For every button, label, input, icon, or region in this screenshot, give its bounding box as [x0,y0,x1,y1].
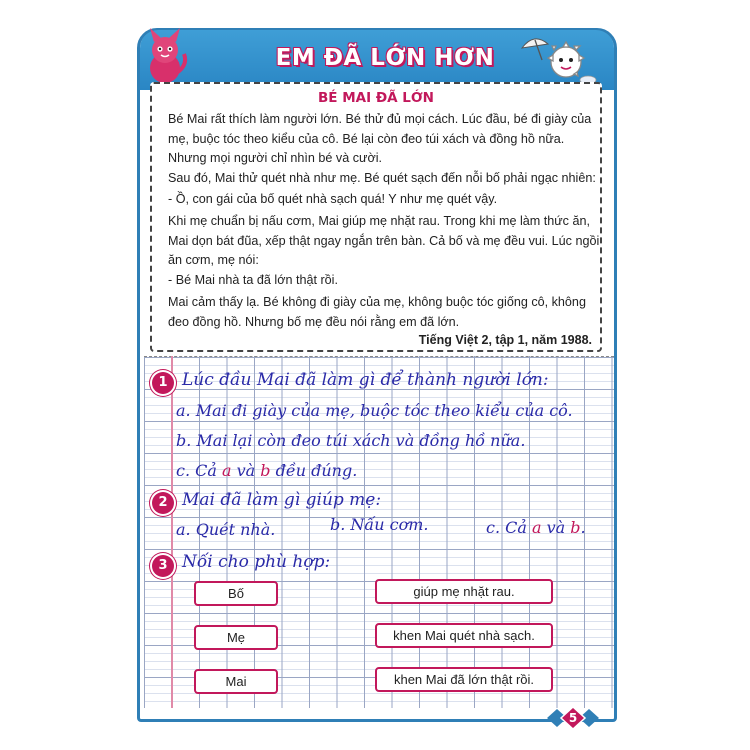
cat-mascot-icon [140,24,190,86]
match-left-box[interactable]: Mai [194,669,278,694]
match-right-box[interactable]: khen Mai đã lớn thật rồi. [375,667,553,692]
paragraph-4: Khi mẹ chuẩn bị nấu cơm, Mai giúp mẹ nhặt rau. Trong khi mẹ làm thức ăn, Mai dọn bát đũa, xếp thật ngay ngắn trên bàn. Cả bố và mẹ đều vui. Lúc ngồi ăn cơm, mẹ nói: [168,214,600,267]
question-3-text: Nối cho phù hợp: [182,552,331,572]
question-1-badge: 1 [152,372,174,394]
match-left-box[interactable]: Mẹ [194,625,278,650]
option-c-mid: và [231,461,261,480]
page-title: EM ĐÃ LỚN HƠN [275,45,495,71]
match-left-box[interactable]: Bố [194,581,278,606]
match-right-box[interactable]: giúp mẹ nhặt rau. [375,579,553,604]
option-c-ref-b: b [260,461,271,480]
q2-option-c-ref-b: b [570,518,581,537]
question-2-option-c[interactable] [486,518,586,537]
question-1-option-c[interactable] [176,461,357,480]
question-3-badge: 3 [152,555,174,577]
q2-option-c-prefix: c. Cả [486,518,532,537]
q2-option-c-suffix: . [580,518,586,537]
q2-option-c-mid: và [541,518,571,537]
page-number: 5 [568,711,578,725]
source-citation: Tiếng Việt 2, tập 1, năm 1988. [418,333,592,347]
match-right-box[interactable]: khen Mai quét nhà sạch. [375,623,553,648]
question-1-option-a[interactable]: a. Mai đi giày của mẹ, buộc tóc theo kiểu của cô. [176,401,573,420]
question-1-text: Lúc đầu Mai đã làm gì để thành người lớn: [182,370,549,390]
option-c-suffix: đều đúng. [270,461,358,480]
option-c-ref-a: a [222,461,232,480]
paragraph-6: Mai cảm thấy lạ. Bé không đi giày của mẹ, không buộc tóc giống cô, không đeo đồng hồ. Nhưng bố mẹ đều nói rằng em đã lớn. [168,295,586,329]
sun-umbrella-mascot-icon [518,28,598,88]
paragraph-5: - Bé Mai nhà ta đã lớn thật rồi. [168,273,338,287]
option-c-prefix: c. Cả [176,461,222,480]
paragraph-1: Bé Mai rất thích làm người lớn. Bé thử đủ mọi cách. Lúc đầu, bé đi giày của mẹ, buộc tóc theo kiểu của cô. Bé lại còn đeo túi xách và đồng hồ nữa. Nhưng mọi người chỉ nhìn bé và cười. [168,112,592,165]
grid-margin-line [171,356,173,708]
question-2-option-a[interactable]: a. Quét nhà. [176,520,276,539]
question-2-badge: 2 [152,492,174,514]
question-2-option-b[interactable]: b. Nấu cơm. [330,515,429,534]
question-1-option-b[interactable]: b. Mai lại còn đeo túi xách và đồng hồ nữa. [176,431,526,450]
reading-title: BÉ MAI ĐÃ LỚN [318,90,434,106]
paragraph-2: Sau đó, Mai thử quét nhà như mẹ. Bé quét sạch đến nỗi bố phải ngạc nhiên: [168,171,596,185]
question-2-text: Mai đã làm gì giúp mẹ: [182,490,382,510]
q2-option-c-ref-a: a [532,518,542,537]
paragraph-3: - Ồ, con gái của bố quét nhà sạch quá! Y như mẹ quét vậy. [168,192,498,206]
